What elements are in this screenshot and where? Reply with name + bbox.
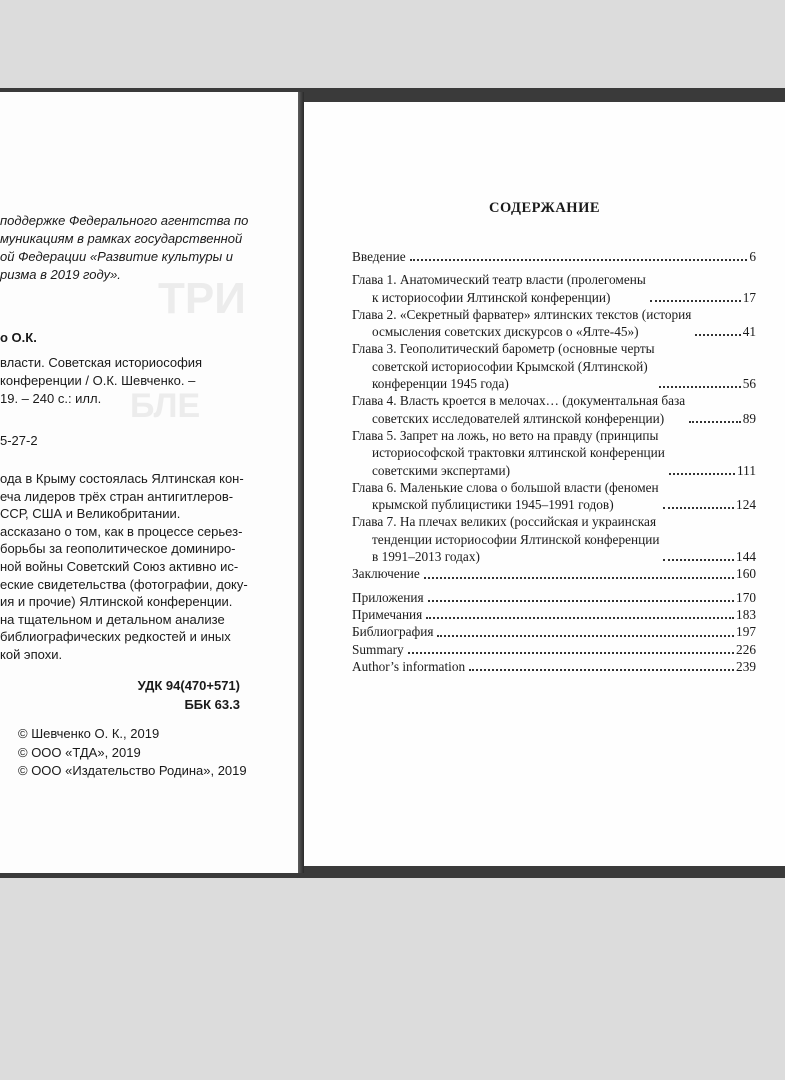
toc-dot-leader	[689, 421, 741, 423]
toc-dot-leader	[669, 473, 735, 475]
toc-dot-leader	[663, 507, 734, 509]
annotation-line: еские свидетельства (фотографии, доку-	[0, 576, 248, 592]
toc-entry-line: Заключение	[352, 566, 420, 582]
annotation-line: ода в Крыму состоялась Ялтинская кон-	[0, 471, 244, 486]
toc-page-number: 160	[736, 566, 756, 582]
table-of-contents	[352, 248, 756, 675]
toc-entry	[352, 623, 756, 640]
toc-entry-line: советскими экспертами)	[372, 462, 511, 478]
annotation-line: на тщательном и детальном анализе	[0, 611, 225, 627]
toc-entry-line: Глава 1. Анатомический театр власти (пролегомены	[352, 272, 646, 288]
copyright-line: © ООО «ТДА», 2019	[18, 744, 141, 760]
toc-entry	[352, 589, 756, 606]
support-line: ой Федерации «Развитие культуры и	[0, 249, 234, 264]
toc-entry-line: конференции 1945 года)	[372, 376, 509, 392]
toc-entry-line: советской историософии Крымской (Ялтинской)	[372, 358, 648, 374]
toc-entry-line: Глава 4. Власть кроется в мелочах… (документальная база	[352, 393, 686, 409]
toc-entry-title	[352, 427, 665, 479]
toc-entry-title	[352, 589, 424, 606]
toc-page-number: 56	[742, 376, 756, 392]
toc-entry	[352, 427, 756, 479]
toc-entry	[352, 565, 756, 582]
toc-entry-title	[352, 565, 420, 582]
toc-page-number: 226	[736, 641, 756, 657]
toc-entry-title	[352, 340, 655, 392]
toc-page-number: 239	[736, 658, 756, 674]
copyright-line: © Шевченко О. К., 2019	[18, 726, 160, 741]
toc-page-number: 197	[736, 624, 756, 640]
toc-title: СОДЕРЖАНИЕ	[488, 200, 601, 216]
support-line: ризма в 2019 году».	[0, 267, 121, 282]
toc-page-number: 144	[736, 549, 756, 565]
toc-entry-line: Summary	[352, 641, 404, 657]
toc-entry-line: Примечания	[352, 606, 423, 622]
toc-entry-line: Глава 3. Геополитический барометр (основные черты	[352, 341, 655, 357]
toc-entry-line: Author’s information	[352, 658, 466, 674]
toc-entry	[352, 392, 756, 427]
annotation-line: ной войны Советский Союз активно ис-	[0, 558, 239, 574]
copyright-line: © ООО «Издательство Родина», 2019	[18, 763, 247, 778]
right-page	[304, 102, 785, 866]
toc-entry-title	[352, 513, 659, 565]
udk-code: УДК 94(470+571)	[137, 678, 240, 693]
annotation-line: ассказано о том, как в процессе серьез-	[0, 523, 243, 539]
annotation	[0, 470, 248, 664]
toc-entry-line: Введение	[352, 249, 406, 264]
toc-page-number: 124	[736, 497, 756, 513]
toc-entry-title	[352, 271, 646, 306]
toc-dot-leader	[408, 652, 734, 654]
toc-dot-leader	[469, 669, 734, 671]
show-through-text-1: ТРИ	[158, 274, 246, 323]
toc-entry-title	[352, 392, 685, 427]
annotation-line: ия и прочие) Ялтинской конференции.	[0, 594, 233, 610]
toc-entry	[352, 271, 756, 306]
toc-dot-leader	[650, 300, 741, 302]
show-through-text-2: БЛЕ	[130, 387, 201, 425]
toc-entry-line: Приложения	[352, 589, 424, 605]
annotation-line: ССР, США и Великобритании.	[0, 506, 181, 522]
support-notice	[0, 212, 249, 284]
toc-page-number: 17	[742, 289, 756, 305]
toc-entry-line: тенденции историософии Ялтинской конференции	[372, 531, 660, 547]
toc-entry-line: Глава 2. «Секретный фарватер» ялтинских текстов (история	[352, 306, 692, 322]
toc-entry-line: осмысления советских дискурсов о «Ялте-45»)	[372, 324, 639, 340]
toc-dot-leader	[424, 577, 734, 579]
toc-entry-line: в 1991–2013 годах)	[372, 549, 480, 565]
toc-entry-title	[352, 606, 422, 623]
toc-entry-title	[352, 641, 404, 658]
toc-entry-line: крымской публицистики 1945–1991 годов)	[372, 497, 614, 513]
toc-entry-title	[352, 623, 433, 640]
toc-page-number: 6	[749, 249, 756, 264]
bbk-code: ББК 63.3	[184, 697, 240, 712]
annotation-line: библиографических редкостей и иных	[0, 629, 231, 645]
toc-entry	[352, 479, 756, 514]
support-line: муникациям в рамках государственной	[0, 231, 243, 246]
copyright-block	[18, 725, 247, 781]
toc-dot-leader	[659, 386, 741, 388]
left-page	[0, 92, 298, 873]
toc-page-number: 89	[742, 410, 756, 426]
support-line: поддержке Федерального агентства по	[0, 213, 249, 228]
annotation-line: борьбы за геополитическое доминиро-	[0, 541, 236, 557]
toc-entry-line: Библиография	[352, 624, 434, 640]
toc-entry	[352, 658, 756, 675]
toc-entry	[352, 248, 756, 265]
biblio-line: власти. Советская историософия	[0, 355, 203, 370]
toc-page-number: 111	[737, 462, 756, 478]
toc-entry-title	[352, 479, 659, 514]
classification-codes	[138, 676, 240, 714]
toc-dot-leader	[663, 559, 734, 561]
toc-dot-leader	[695, 334, 740, 336]
toc-entry-line: историософской трактовки ялтинской конференции	[372, 445, 665, 461]
author-name: о О.К.	[0, 330, 37, 345]
toc-dot-leader	[428, 600, 734, 602]
toc-page-number: 170	[736, 589, 756, 605]
toc-entry-title	[352, 248, 406, 265]
toc-dot-leader	[410, 259, 748, 261]
annotation-line: еча лидеров трёх стран антигитлеров-	[0, 488, 234, 504]
toc-entry-line: Глава 7. На плечах великих (российская и украинская	[352, 514, 657, 530]
toc-entry-line: Глава 6. Маленькие слова о большой власти (феномен	[352, 479, 659, 495]
toc-entry	[352, 641, 756, 658]
bibliographic-description	[0, 354, 238, 408]
toc-entry-title	[352, 658, 465, 675]
toc-page-number: 183	[736, 606, 756, 622]
annotation-line: кой эпохи.	[0, 646, 63, 662]
toc-entry-line: Глава 5. Запрет на ложь, но вето на правду (принципы	[352, 427, 659, 443]
toc-entry	[352, 340, 756, 392]
toc-entry-line: советских исследователей ялтинской конференции)	[372, 410, 665, 426]
toc-entry	[352, 513, 756, 565]
toc-page-number: 41	[742, 324, 756, 340]
toc-entry	[352, 606, 756, 623]
biblio-line: конференции / О.К. Шевченко. –	[0, 373, 196, 388]
biblio-line: 19. – 240 с.: илл.	[0, 391, 102, 406]
toc-entry-title	[352, 306, 691, 341]
isbn: 5-27-2	[0, 433, 38, 448]
toc-dot-leader	[426, 617, 734, 619]
toc-entry-line: к историософии Ялтинской конференции)	[372, 289, 611, 305]
toc-entry	[352, 306, 756, 341]
toc-dot-leader	[437, 635, 734, 637]
